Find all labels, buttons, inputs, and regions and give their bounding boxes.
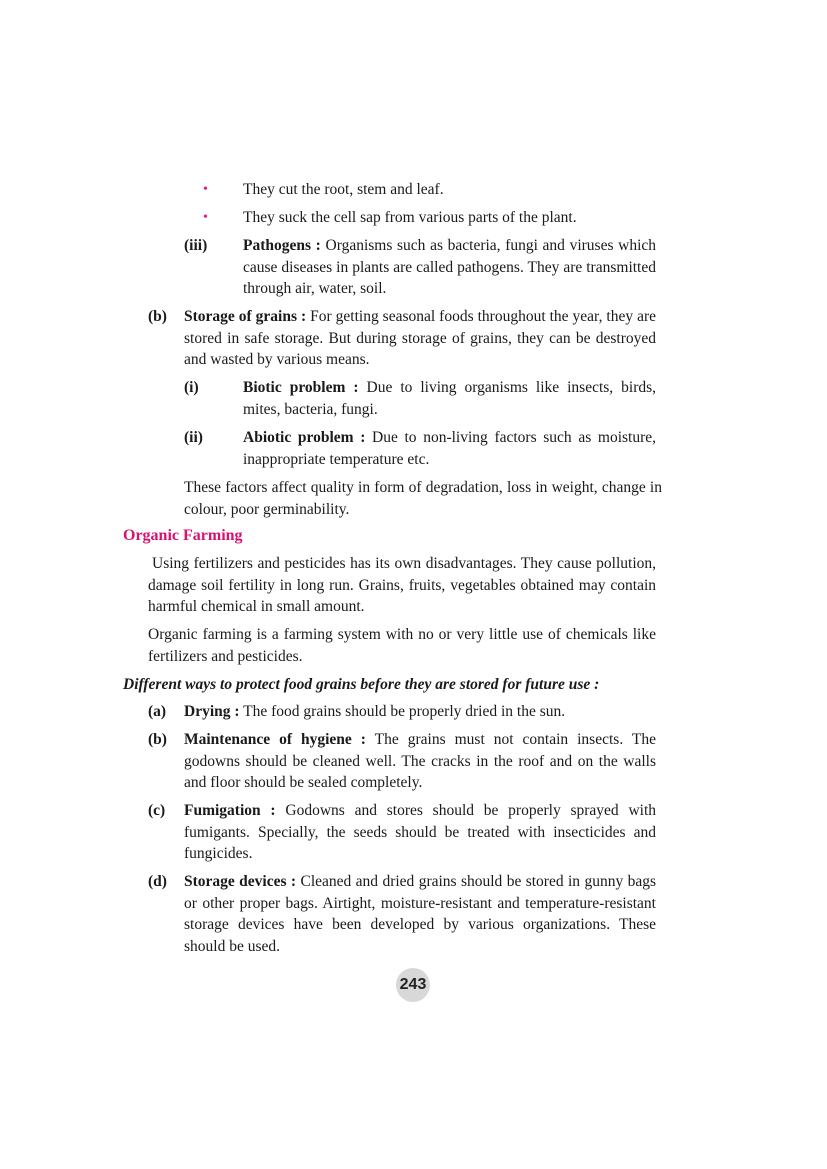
item-number: (a) bbox=[148, 703, 167, 720]
bullet-text: They suck the cell sap from various parts of the plant. bbox=[243, 209, 577, 226]
hygiene-paragraph bbox=[184, 729, 656, 794]
organic-paragraph-2: Organic farming is a farming system with no or very little use of chemicals like fertilizers and pesticides. bbox=[148, 626, 656, 665]
bullet-text: They cut the root, stem and leaf. bbox=[243, 181, 444, 198]
drying-text: The food grains should be properly dried in the sun. bbox=[243, 703, 566, 720]
storage-devices-paragraph bbox=[184, 871, 656, 957]
fumigation-paragraph bbox=[184, 800, 656, 865]
pathogens-text: Organisms such as bacteria, fungi and viruses which cause diseases in plants are called pathogens. They are transmitted through air, water, soil. bbox=[243, 237, 657, 297]
page-number: 243 bbox=[396, 968, 430, 1002]
pathogens-paragraph bbox=[243, 235, 656, 300]
drying-term: Drying : bbox=[184, 703, 240, 720]
storage-paragraph bbox=[184, 306, 656, 371]
abiotic-term: Abiotic problem : bbox=[243, 429, 366, 446]
bullet-icon: • bbox=[203, 210, 208, 225]
factors-paragraph: These factors affect quality in form of degradation, loss in weight, change in colour, poor germinability. bbox=[184, 479, 662, 518]
abiotic-text: Due to non-living factors such as moisture, inappropriate temperature etc. bbox=[243, 429, 656, 468]
storage-devices-text: Cleaned and dried grains should be stored in gunny bags or other proper bags. Airtight, moisture-resistant and temperature-resistant storage devices have been developed by various organizations. These should be used. bbox=[184, 873, 656, 955]
abiotic-paragraph bbox=[243, 427, 656, 470]
item-number: (b) bbox=[148, 731, 167, 748]
storage-devices-term: Storage devices : bbox=[184, 873, 297, 890]
biotic-term: Biotic problem : bbox=[243, 379, 359, 396]
hygiene-text: The grains must not contain insects. The godowns should be cleaned well. The cracks in the roof and on the walls and floor should be sealed completely. bbox=[184, 731, 656, 791]
item-number: (ii) bbox=[184, 429, 203, 446]
bullet-icon: • bbox=[203, 182, 208, 197]
item-number: (b) bbox=[148, 308, 167, 325]
biotic-paragraph bbox=[243, 377, 656, 420]
storage-text: For getting seasonal foods throughout the year, they are stored in safe storage. But during storage of grains, they can be destroyed and wasted by various means. bbox=[184, 308, 657, 368]
item-number: (d) bbox=[148, 873, 167, 890]
organic-paragraph-1: Using fertilizers and pesticides has its own disadvantages. They cause pollution, damage soil fertility in long run. Grains, fruits, vegetables obtained may contain harmful chemical in small amount. bbox=[148, 555, 656, 615]
item-number: (i) bbox=[184, 379, 199, 396]
section-heading: Organic Farming bbox=[123, 527, 243, 544]
item-number: (iii) bbox=[184, 237, 208, 254]
fumigation-text: Godowns and stores should be properly sprayed with fumigants. Specially, the seeds should be treated with insecticides and fungicides. bbox=[184, 802, 657, 862]
fumigation-term: Fumigation : bbox=[184, 802, 276, 819]
item-number: (c) bbox=[148, 802, 166, 819]
pathogens-term: Pathogens : bbox=[243, 237, 321, 254]
storage-term: Storage of grains : bbox=[184, 308, 307, 325]
ways-heading: Different ways to protect food grains before they are stored for future use : bbox=[123, 676, 600, 693]
hygiene-term: Maintenance of hygiene : bbox=[184, 731, 366, 748]
drying-paragraph bbox=[184, 701, 656, 723]
biotic-text: Due to living organisms like insects, birds, mites, bacteria, fungi. bbox=[243, 379, 657, 418]
